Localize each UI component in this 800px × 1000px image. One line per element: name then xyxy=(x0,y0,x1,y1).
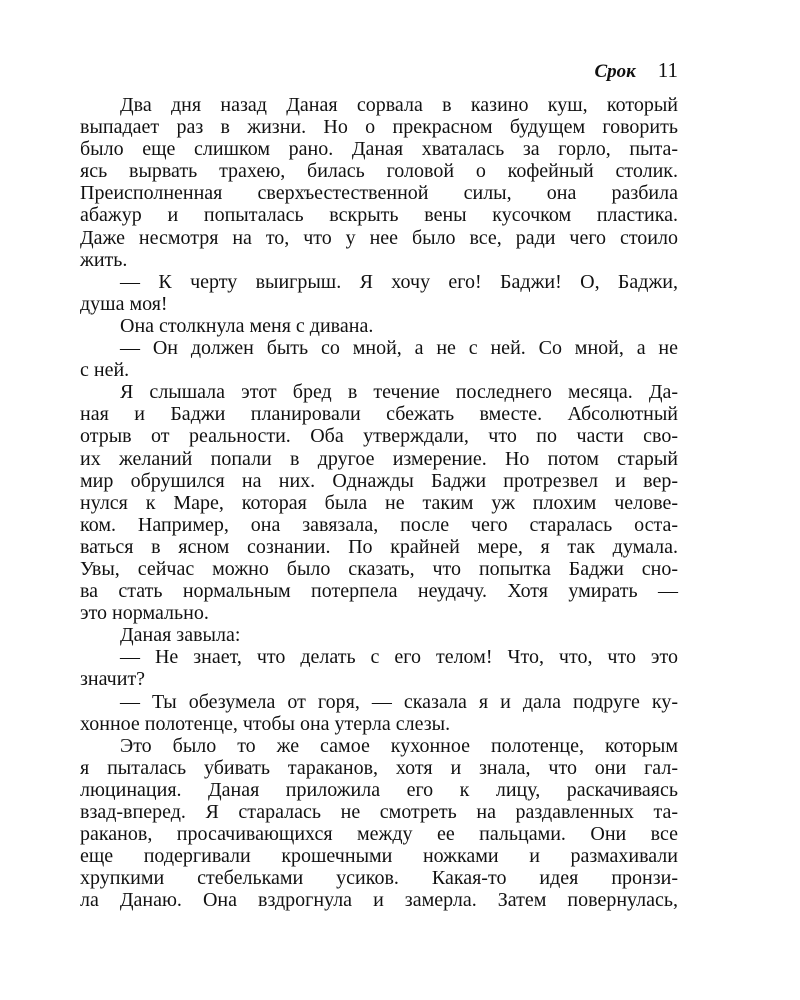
text-line: абажур и попыталась вскрыть вены кусочком пластика. xyxy=(80,204,678,227)
text-line: нулся к Маре, которая была не таким уж плохим челове- xyxy=(80,491,678,514)
text-line: еще подергивали крошечными ножками и размахивали xyxy=(80,845,678,868)
text-line: взад-вперед. Я старалась не смотреть на раздавленных та- xyxy=(80,801,678,823)
text-line: это нормально. xyxy=(80,602,209,625)
text-line: — Не знает, что делать с его телом! Что, что, что это xyxy=(120,646,678,669)
text-line: люцинация. Даная приложила его к лицу, раскачиваясь xyxy=(80,778,678,801)
text-line: жить. xyxy=(80,248,128,271)
text-line: ком. Например, она завязала, после чего старалась оста- xyxy=(80,513,678,536)
text-line: их желаний попали в другое измерение. Но потом старый xyxy=(80,447,678,470)
text-line: было еще слишком рано. Даная хваталась за горло, пыта- xyxy=(80,138,678,161)
text-line: выпадает раз в жизни. Но о прекрасном будущем говорить xyxy=(80,116,678,139)
text-line: — Он должен быть со мной, а не с ней. Со мной, а не xyxy=(120,337,678,360)
text-line: Увы, сейчас можно было сказать, что попытка Баджи сно- xyxy=(80,557,678,580)
text-line: — Ты обезумела от горя, — сказала я и дала подруге ку- xyxy=(120,690,678,713)
text-line: хрупкими стебельками усиков. Какая-то идея пронзи- xyxy=(80,867,678,890)
text-line: Даже несмотря на то, что у нее было все, ради чего стоило xyxy=(80,226,678,249)
text-line: Я слышала этот бред в течение последнего месяца. Да- xyxy=(120,381,678,404)
text-line: с ней. xyxy=(80,359,130,382)
text-line: раканов, просачивающихся между ее пальцами. Они все xyxy=(80,823,678,846)
text-line: отрыв от реальности. Оба утверждали, что по части сво- xyxy=(80,425,678,448)
text-line: Это было то же самое кухонное полотенце, которым xyxy=(120,734,678,757)
text-line: Два дня назад Даная сорвала в казино куш, который xyxy=(120,94,678,116)
text-line: ва стать нормальным потерпела неудачу. Хотя умирать — xyxy=(80,580,678,603)
text-line: значит? xyxy=(80,668,146,691)
book-page xyxy=(80,58,678,911)
text-line: ная и Баджи планировали сбежать вместе. Абсолютный xyxy=(80,403,678,426)
text-line: хонное полотенце, чтобы она утерла слезы. xyxy=(80,712,451,735)
body-text xyxy=(80,94,678,911)
page-number: 11 xyxy=(657,58,678,82)
text-line: мир обрушился на них. Однажды Баджи протрезвел и вер- xyxy=(80,469,678,492)
text-line: Даная завыла: xyxy=(120,624,241,647)
text-line: ясь вырвать трахею, билась головой о кофейный столик. xyxy=(80,160,678,183)
running-header xyxy=(80,58,678,94)
text-line: ла Данаю. Она вздрогнула и замерла. Затем повернулась, xyxy=(80,889,678,912)
text-line: — К черту выигрыш. Я хочу его! Баджи! О, Баджи, xyxy=(120,270,678,293)
text-line: Она столкнула меня с дивана. xyxy=(120,314,374,337)
text-line: ваться в ясном сознании. По крайней мере, я так думала. xyxy=(80,535,678,558)
running-title: Срок xyxy=(594,61,636,82)
text-line: душа моя! xyxy=(80,292,168,315)
text-line: Преисполненная сверхъестественной силы, она разбила xyxy=(80,182,678,205)
text-line: я пыталась убивать тараканов, хотя и знала, что они гал- xyxy=(80,756,678,779)
